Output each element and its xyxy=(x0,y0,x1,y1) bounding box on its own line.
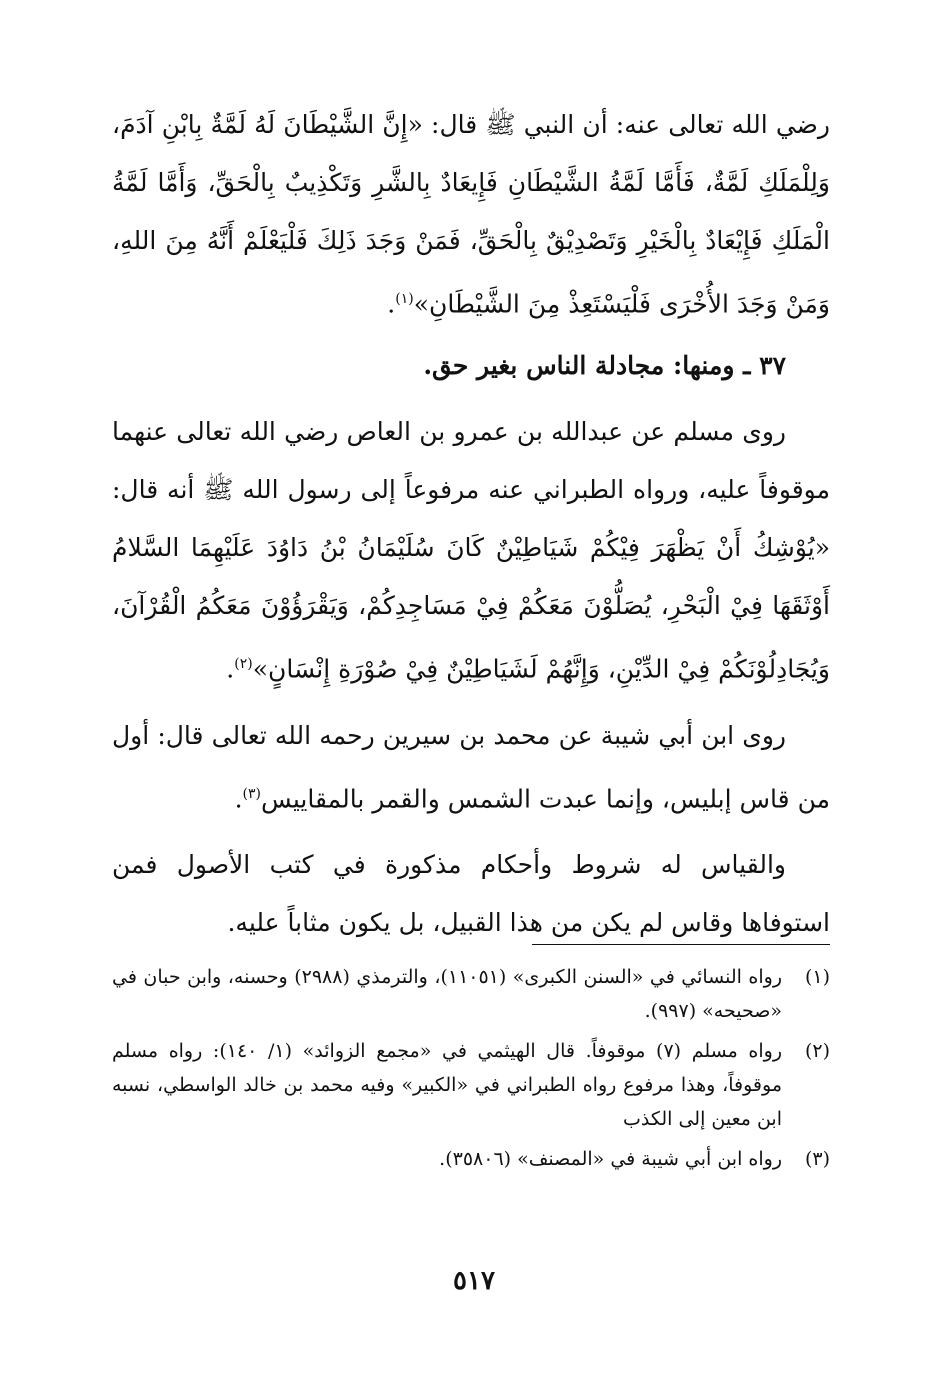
footnote-ref: (٣) xyxy=(242,785,262,802)
footnote-number: (١) xyxy=(804,966,830,988)
paragraph-end: . xyxy=(226,654,235,684)
footnotes xyxy=(112,960,830,1182)
paragraph-end: . xyxy=(387,289,396,319)
paragraph-text: رضي الله تعالى عنه: أن النبي ﷺ قال: «إِنَّ الشَّيْطَانَ لَهُ لَمَّةٌ بِابْنِ آدَمَ، وَلِلْمَلَكِ لَمَّةٌ، فَأَمَّا لَمَّةُ الشَّيْطَانِ فَإِيعَادٌ بِالشَّرِ وَتَكْذِيبٌ بِالْحَقِّ، وَأَمَّا لَمَّةُ الْمَلَكِ فَإِيْعَادٌ بِالْخَيْرِ وَتَصْدِيْقٌ بِالْحَقِّ، فَمَنْ وَجَدَ ذَلِكَ فَلْيَعْلَمْ أَنَّهُ مِنَ اللهِ، وَمَنْ وَجَدَ الأُخْرَى فَلْيَسْتَعِذْ مِنَ الشَّيْطَانِ» xyxy=(112,110,830,319)
page-number: ٥١٧ xyxy=(453,1266,495,1296)
section-heading: ٣٧ ـ ومنها: مجادلة الناس بغير حق. xyxy=(423,351,786,381)
footnote-number: (٣) xyxy=(804,1148,830,1170)
paragraph-hadith-lamma xyxy=(112,96,830,333)
footnote-text: رواه ابن أبي شيبة في «المصنف» (٣٥٨٠٦). xyxy=(439,1148,782,1170)
footnote-ref: (٢) xyxy=(234,656,253,673)
footnote-number: (٢) xyxy=(804,1040,830,1062)
footnote-2 xyxy=(112,1034,830,1136)
footnote-1 xyxy=(112,960,830,1028)
paragraph-end: . xyxy=(234,783,243,813)
footnote-text: رواه مسلم (٧) موقوفاً. قال الهيثمي في «مجمع الزوائد» (١/ ١٤٠): رواه مسلم موقوفاً، وهذا مرفوع رواه الطبراني في «الكبير» وفيه محمد بن خالد الواسطي، نسبه ابن معين إلى الكذب xyxy=(112,1040,782,1130)
footnote-divider xyxy=(532,944,830,945)
paragraph-ibn-abi-shaybah xyxy=(112,707,830,828)
paragraph-qiyas: والقياس له شروط وأحكام مذكورة في كتب الأصول فمن استوفاها وقاس لم يكن من هذا القبيل، بل يكون مثاباً عليه. xyxy=(112,849,830,937)
footnote-ref: (١) xyxy=(395,291,414,307)
main-text xyxy=(112,96,830,952)
paragraph-text: روى ابن أبي شيبة عن محمد بن سيرين رحمه الله تعالى قال: أول من قاس إبليس، وإنما عبدت الشمس والقمر بالمقاييس xyxy=(112,720,830,813)
footnote-3 xyxy=(112,1142,830,1176)
paragraph-muslim-narration xyxy=(112,403,830,698)
paragraph-text: روى مسلم عن عبدالله بن عمرو بن العاص رضي الله تعالى عنهما موقوفاً عليه، ورواه الطبراني عنه مرفوعاً إلى رسول الله ﷺ أنه قال: «يُوْشِكُ أَنْ يَظْهَرَ فِيْكُمْ شَيَاطِيْنٌ كَانَ سُلَيْمَانُ بْنُ دَاوُدَ عَلَيْهِمَا السَّلامُ أَوْثَقَهَا فِيْ الْبَحْرِ، يُصَلُّوْنَ مَعَكُمْ فِيْ مَسَاجِدِكُمْ، وَيَقْرَؤُوْنَ مَعَكُمُ الْقُرْآنَ، وَيُجَادِلُوْنَكُمْ فِيْ الدِّيْنِ، وَإِنَّهُمْ لَشَيَاطِيْنٌ فِيْ صُوْرَةِ إِنْسَانٍ» xyxy=(112,417,830,684)
footnote-text: رواه النسائي في «السنن الكبرى» (١١٠٥١)، والترمذي (٢٩٨٨) وحسنه، وابن حبان في «صحيحه» (٩٩٧). xyxy=(112,966,782,1022)
